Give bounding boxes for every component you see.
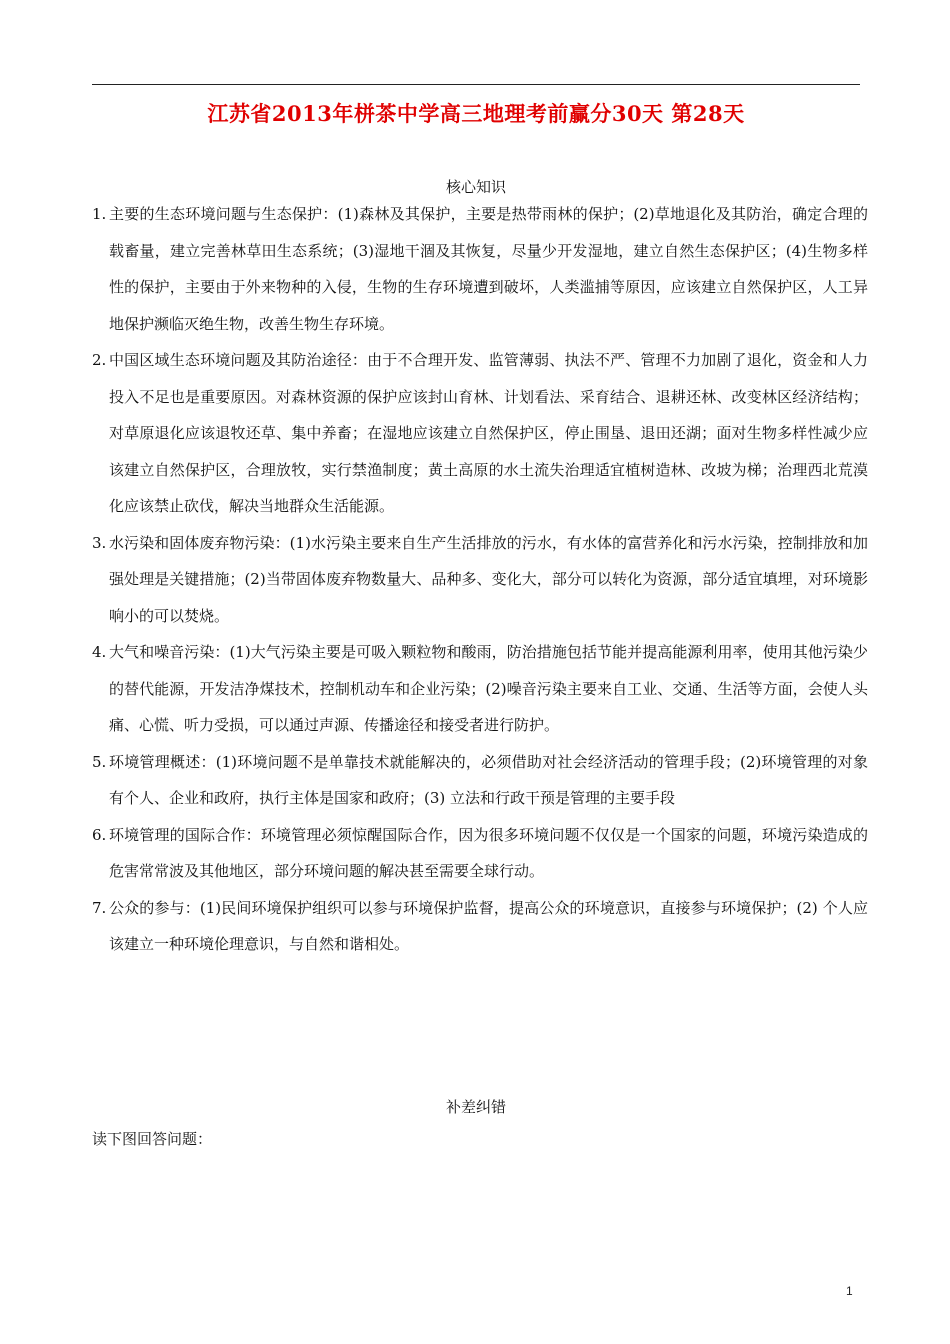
list-item <box>92 890 868 963</box>
list-item <box>92 744 868 817</box>
list-item <box>92 525 868 635</box>
document-title: 江苏省2013年栟茶中学高三地理考前赢分30天 第28天 <box>207 101 745 126</box>
list-item <box>92 342 868 525</box>
item-number: 4. <box>92 643 107 661</box>
item-text: 公众的参与：(1)民间环境保护组织可以参与环境保护监督，提高公众的环境意识，直接参与环境保护；(2) 个人应该建立一种环境伦理意识，与自然和谐相处。 <box>109 898 868 953</box>
section-heading-review: 补差纠错 <box>445 1098 506 1116</box>
question-prompt: 读下图回答问题： <box>92 1130 213 1148</box>
item-number: 7. <box>92 898 107 917</box>
section-heading-core-knowledge: 核心知识 <box>445 178 506 196</box>
item-text: 主要的生态环境问题与生态保护：(1)森林及其保护，主要是热带雨林的保护；(2)草地退化及其防治，确定合理的载畜量，建立完善林草田生态系统；(3)湿地干涸及其恢复，尽量少开发湿地，建立自然生态保护区；(4)生物多样性的保护，主要由于外来物种的入侵，生物的生存环境遭到破坏，人类滥捕等原因，应该建立自然保护区，人工异地保护濒临灭绝生物，改善生物生存环境。 <box>109 205 868 333</box>
list-item <box>92 196 868 342</box>
item-number: 6. <box>92 825 107 844</box>
knowledge-list <box>92 196 868 963</box>
item-number: 5. <box>92 752 107 771</box>
list-item <box>92 817 868 890</box>
item-number: 1. <box>92 205 107 223</box>
item-text: 水污染和固体废弃物污染：(1)水污染主要来自生产生活排放的污水，有水体的富营养化和污水污染，控制排放和加强处理是关键措施；(2)当带固体废弃物数量大、品种多、变化大，部分可以转化为资源，部分适宜填埋，对环境影响小的可以焚烧。 <box>109 533 868 625</box>
item-text: 中国区域生态环境问题及其防治途径：由于不合理开发、监管薄弱、执法不严、管理不力加剧了退化，资金和人力投入不足也是重要原因。对森林资源的保护应该封山育林、计划看法、采育结合、退耕还林、改变林区经济结构；对草原退化应该退牧还草、集中养畜；在湿地应该建立自然保护区，停止围垦、退田还湖；面对生物多样性减少应该建立自然保护区，合理放牧，实行禁渔制度；黄土高原的水土流失治理适宜植树造林、改坡为梯；治理西北荒漠化应该禁止砍伐，解决当地群众生活能源。 <box>109 351 868 515</box>
page-number: 1 <box>846 1284 853 1298</box>
header-rule <box>92 84 860 85</box>
item-text: 环境管理概述：(1)环境问题不是单靠技术就能解决的，必须借助对社会经济活动的管理手段；(2)环境管理的对象有个人、企业和政府，执行主体是国家和政府；(3) 立法和行政干预是管理的主要手段 <box>109 752 868 807</box>
item-text: 大气和噪音污染：(1)大气污染主要是可吸入颗粒物和酸雨，防治措施包括节能并提高能源利用率，使用其他污染少的替代能源，开发洁净煤技术，控制机动车和企业污染；(2)噪音污染主要来自工业、交通、生活等方面，会使人头痛、心慌、听力受损，可以通过声源、传播途径和接受者进行防护。 <box>109 643 868 734</box>
item-number: 2. <box>92 351 107 369</box>
item-number: 3. <box>92 533 107 552</box>
list-item <box>92 634 868 744</box>
item-text: 环境管理的国际合作：环境管理必须惊醒国际合作，因为很多环境问题不仅仅是一个国家的问题，环境污染造成的危害常常波及其他地区，部分环境问题的解决甚至需要全球行动。 <box>109 825 868 880</box>
